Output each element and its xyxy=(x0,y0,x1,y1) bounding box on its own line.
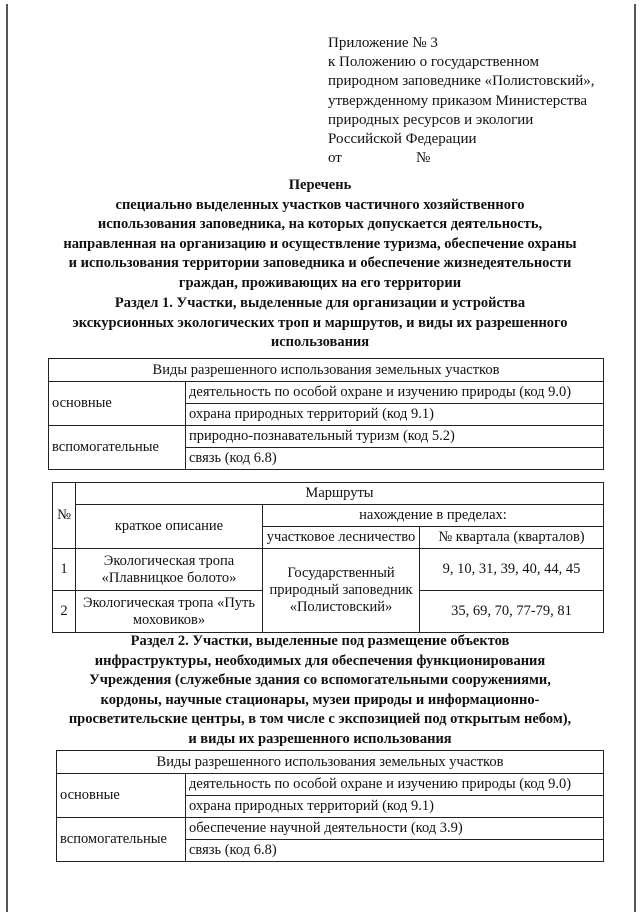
list-title-line: направленная на организацию и осуществление туризма, обеспечение охраны xyxy=(63,235,577,252)
section1-use-table xyxy=(48,358,604,470)
use-item: природно-познавательный туризм (код 5.2) xyxy=(186,426,604,448)
appendix-line: к Положению о государственном xyxy=(328,54,539,71)
use-label-main: основные xyxy=(57,774,186,818)
appendix-header xyxy=(328,34,628,168)
use-item: связь (код 6.8) xyxy=(186,448,604,470)
use-label-main: основные xyxy=(49,382,186,426)
section2-title-line: кордоны, научные стационары, музеи природы и информационно- xyxy=(100,691,540,708)
routes-col-forestry: участковое лесничество xyxy=(263,527,420,549)
use-item: деятельность по особой охране и изучению природы (код 9.0) xyxy=(186,774,604,796)
route-quarters: 9, 10, 31, 39, 40, 44, 45 xyxy=(420,549,604,591)
section2-use-table xyxy=(56,750,604,862)
appendix-date-number-line xyxy=(328,149,628,168)
use-item: деятельность по особой охране и изучению природы (код 9.0) xyxy=(186,382,604,404)
route-quarters: 35, 69, 70, 77-79, 81 xyxy=(420,591,604,633)
section1-title-line: использования xyxy=(270,334,370,350)
routes-col-desc: краткое описание xyxy=(76,505,263,549)
use-item: обеспечение научной деятельности (код 3.9) xyxy=(186,818,604,840)
list-title-heading: Перечень xyxy=(288,177,352,193)
appendix-line: природных ресурсов и экологии xyxy=(328,111,534,128)
route-desc: Экологическая тропа «Плавницкое болото» xyxy=(76,549,263,591)
use-item: охрана природных территорий (код 9.1) xyxy=(186,796,604,818)
list-title-line: и использования территории заповедника и обеспечение жизнедеятельности xyxy=(68,255,572,271)
section2-title-line: инфраструктуры, необходимых для обеспечения функционирования xyxy=(94,652,546,669)
route-no: 1 xyxy=(53,549,76,591)
section1-title xyxy=(40,294,600,353)
appendix-line: природном заповеднике «Полистовский», xyxy=(328,73,595,90)
appendix-line: Российской Федерации xyxy=(328,131,477,148)
section2-title-line: и виды их разрешенного использования xyxy=(188,730,452,747)
section2-title-line: просветительские центры, в том числе с экспозицией под открытым небом), xyxy=(68,711,572,727)
routes-table xyxy=(52,482,604,633)
list-title-line: использования заповедника, на которых допускается деятельность, xyxy=(97,216,543,232)
use-table-header: Виды разрешенного использования земельных участков xyxy=(49,359,604,382)
use-table-header: Виды разрешенного использования земельных участков xyxy=(57,751,604,774)
section2-title-line: Учреждения (служебные здания со вспомогательными сооружениями, xyxy=(89,672,551,688)
use-item: связь (код 6.8) xyxy=(186,840,604,862)
routes-col-no: № xyxy=(53,483,76,549)
section2-title-line: Раздел 2. Участки, выделенные под размещение объектов xyxy=(130,633,510,649)
appendix-number-sign: № xyxy=(416,150,431,167)
list-title xyxy=(40,176,600,293)
routes-col-quarters: № квартала (кварталов) xyxy=(420,527,604,549)
list-title-line: специально выделенных участков частичного хозяйственного xyxy=(115,196,525,213)
list-title-line: граждан, проживающих на его территории xyxy=(178,274,462,291)
appendix-ot: от xyxy=(328,150,342,167)
section1-title-line: Раздел 1. Участки, выделенные для организации и устройства xyxy=(114,295,526,311)
use-label-aux: вспомогательные xyxy=(49,426,186,470)
use-label-aux: вспомогательные xyxy=(57,818,186,862)
section2-title xyxy=(40,632,600,749)
routes-within-header: нахождение в пределах: xyxy=(263,505,604,527)
route-forestry: Государственный природный заповедник «Полистовский» xyxy=(263,549,420,633)
appendix-line: Приложение № 3 xyxy=(328,35,438,51)
route-desc: Экологическая тропа «Путь моховиков» xyxy=(76,591,263,633)
route-no: 2 xyxy=(53,591,76,633)
use-item: охрана природных территорий (код 9.1) xyxy=(186,404,604,426)
routes-header: Маршруты xyxy=(76,483,604,505)
appendix-line: утвержденному приказом Министерства xyxy=(328,92,587,109)
section1-title-line: экскурсионных экологических троп и маршрутов, и виды их разрешенного xyxy=(72,314,568,331)
